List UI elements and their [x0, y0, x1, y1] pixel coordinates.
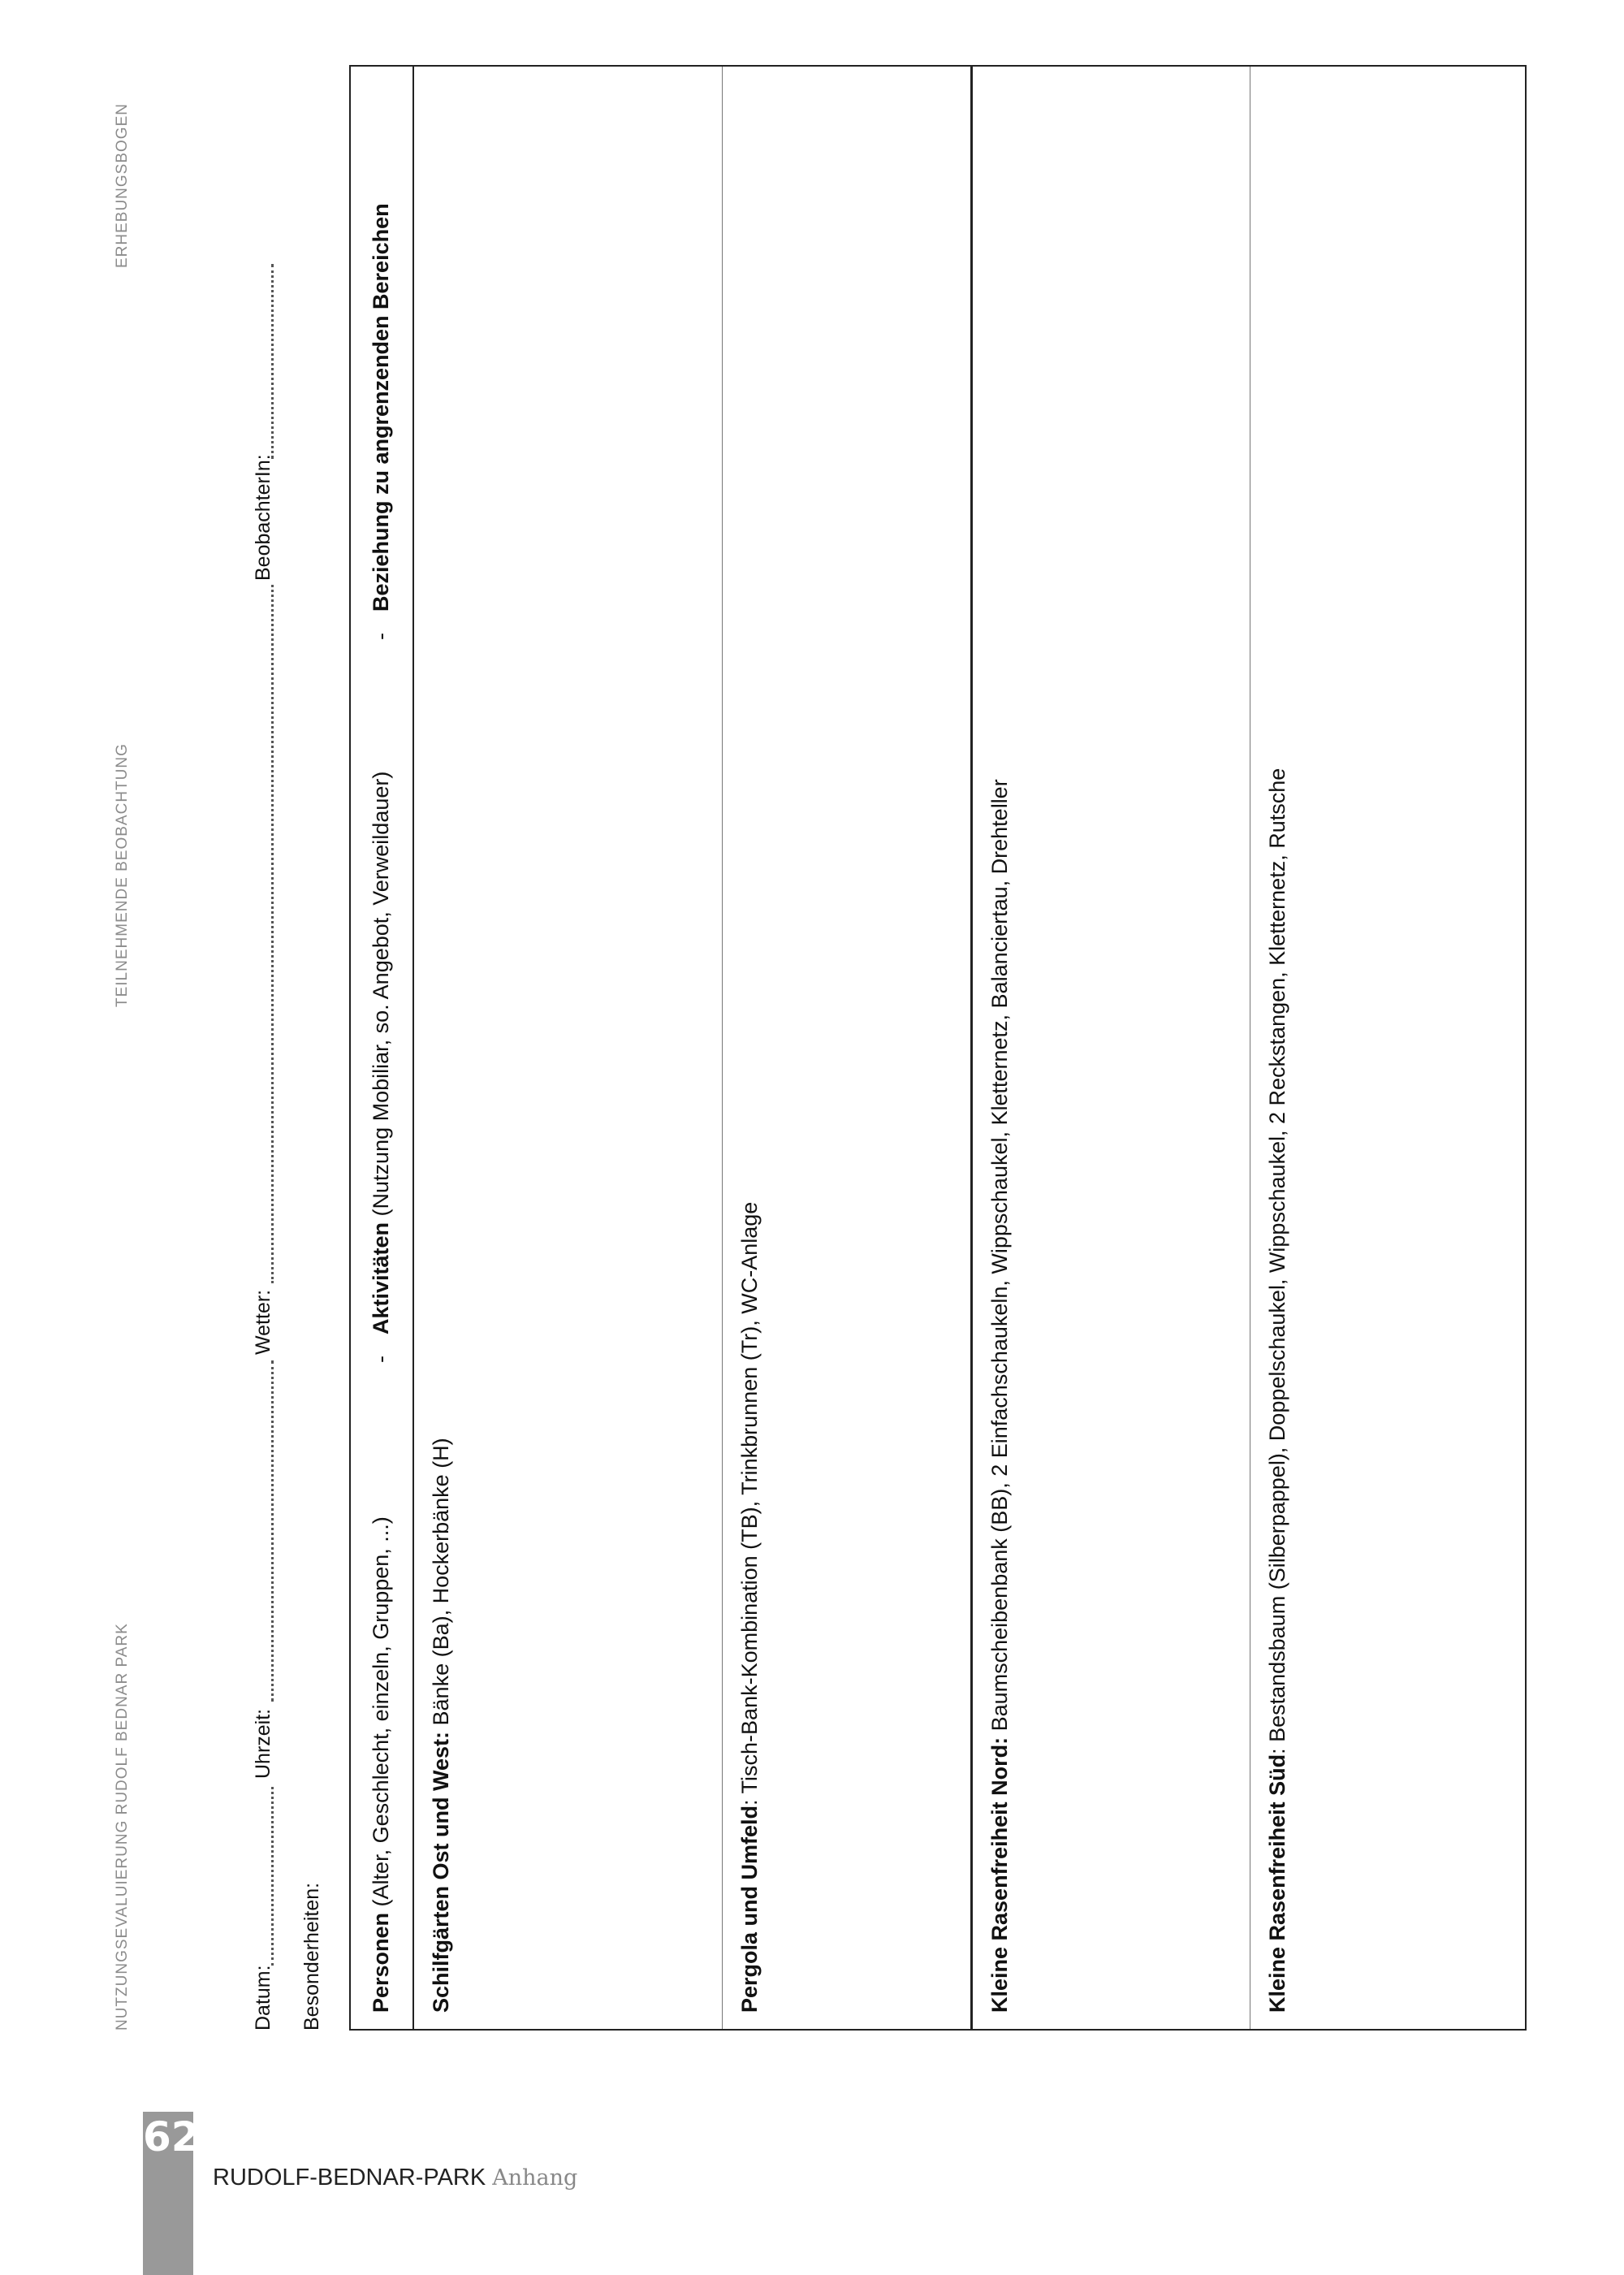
- page-number-box: [143, 2112, 200, 2275]
- zone-pergola[interactable]: [723, 67, 973, 2029]
- running-header-right: ERHEBUNGSBOGEN: [114, 103, 131, 268]
- header-aktivitaeten: Aktivitäten (Nutzung Mobiliar, so. Angebot, Verweildauer): [369, 771, 393, 1334]
- uhrzeit-label: Uhrzeit:: [252, 1708, 274, 1779]
- zone-rasenfreiheit-sued[interactable]: [1250, 67, 1527, 2029]
- running-header-center: TEILNEHMENDE BEOBACHTUNG: [114, 743, 131, 1007]
- header-separator: -: [369, 633, 393, 640]
- observation-table: [349, 65, 1527, 2031]
- form-field-line: [252, 260, 278, 2031]
- running-header-left: NUTZUNGSEVALUIERUNG RUDOLF BEDNAR PARK: [114, 1623, 131, 2031]
- zone-label: Kleine Rasenfreiheit Süd: Bestandsbaum (Silberpappel), Doppelschaukel, Wippschaukel, 2 Reckstangen, Kletternetz, Rutsche: [1265, 768, 1289, 2013]
- header-separator: -: [369, 1356, 393, 1363]
- beobachter-dotted-field[interactable]: [252, 264, 274, 459]
- page-number: 62: [143, 2113, 200, 2160]
- datum-label: Datum:: [252, 1965, 274, 2031]
- footer-title: RUDOLF-BEDNAR-PARK Anhang: [213, 2165, 578, 2191]
- besonderheiten-label: Besonderheiten:: [300, 1882, 323, 2031]
- rotated-form-sheet: [114, 0, 1624, 2079]
- wetter-dotted-field[interactable]: [252, 585, 274, 1283]
- datum-dotted-field[interactable]: [252, 1787, 274, 1966]
- zone-label: Pergola und Umfeld: Tisch-Bank-Kombination (TB), Trinkbrunnen (Tr), WC-Anlage: [737, 1201, 762, 2013]
- table-header-row: [351, 67, 414, 2029]
- zone-schilfgaerten[interactable]: [414, 67, 723, 2029]
- zone-label: Kleine Rasenfreiheit Nord: Baumscheibenbank (BB), 2 Einfachschaukeln, Wippschaukel, Kletternetz, Balanciertau, Drehteller: [987, 779, 1012, 2013]
- wetter-label: Wetter:: [252, 1289, 274, 1355]
- beobachter-label: BeobachterIn:: [252, 454, 274, 581]
- header-personen: Personen (Alter, Geschlecht, einzeln, Gruppen, ...): [369, 1516, 393, 2013]
- zone-rasenfreiheit-nord[interactable]: [973, 67, 1250, 2029]
- uhrzeit-dotted-field[interactable]: [252, 1360, 274, 1702]
- zone-label: Schilfgärten Ost und West: Bänke (Ba), Hockerbänke (H): [429, 1438, 453, 2013]
- header-beziehung: Beziehung zu angrenzenden Bereichen: [369, 203, 393, 612]
